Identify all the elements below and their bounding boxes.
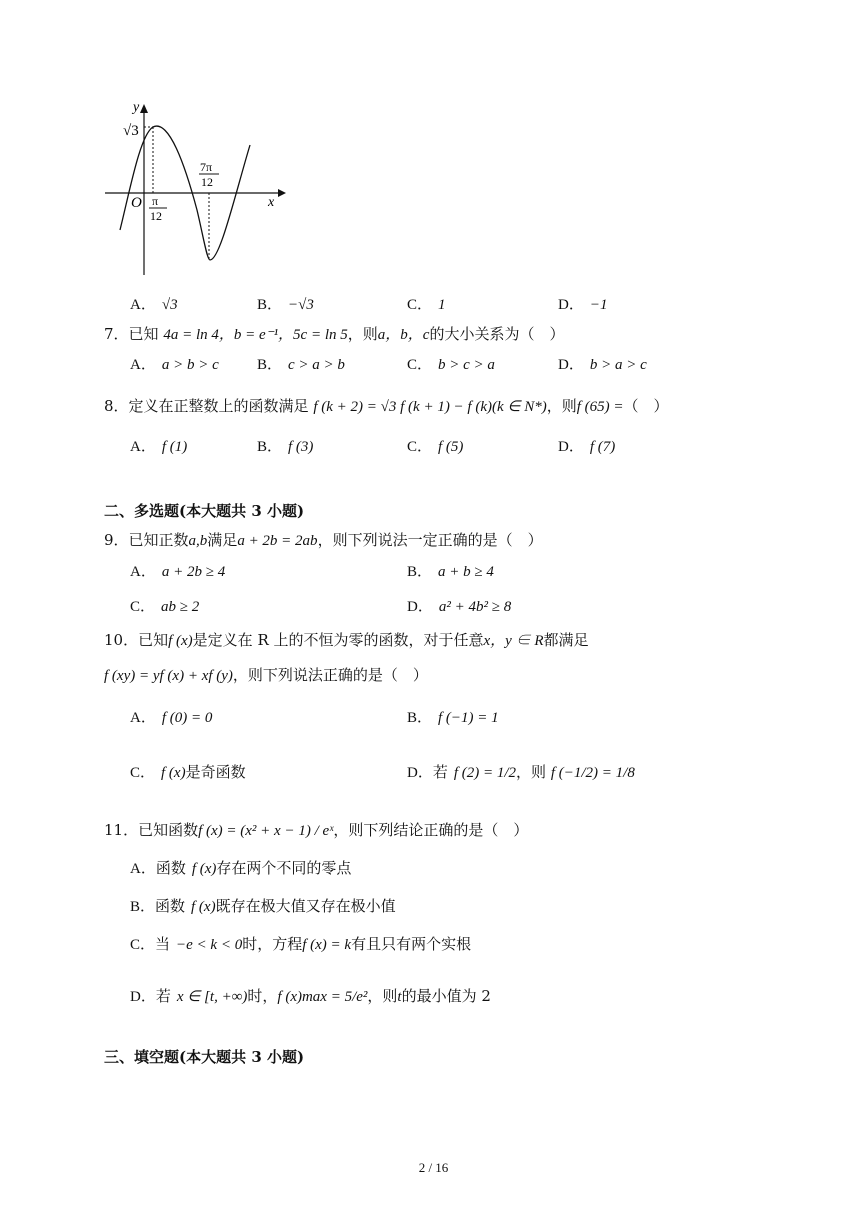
option-text: 时，方程: [242, 935, 303, 953]
q9-text: 满足: [207, 531, 238, 549]
q6-option-b[interactable]: [257, 294, 314, 315]
option-label: A．: [130, 564, 156, 580]
x-axis-arrow: [278, 189, 286, 197]
q9-option-d[interactable]: [407, 596, 511, 617]
option-label: C．: [130, 765, 156, 781]
q11-option-c[interactable]: [130, 934, 471, 955]
q8-text: 8．定义在正整数上的函数满足: [104, 397, 309, 415]
q9-option-b[interactable]: [407, 561, 494, 582]
option-label: C．: [407, 297, 433, 313]
q10-text: 都满足: [543, 631, 589, 649]
option-value: f (−1/2) = 1/8: [550, 765, 635, 781]
x-axis-label: x: [268, 195, 275, 210]
origin-label: O: [131, 195, 142, 211]
y-axis-arrow: [140, 104, 148, 113]
tick-right-denominator: 12: [201, 175, 213, 189]
q10-option-d[interactable]: [407, 762, 635, 783]
q10-text: 是定义在 R 上的不恒为零的函数，对于任意: [192, 631, 484, 649]
option-label: A．函数: [130, 861, 186, 877]
option-label: B．: [407, 564, 433, 580]
option-label: B．: [257, 357, 283, 373]
option-value: −1: [589, 297, 608, 313]
option-label: A．: [130, 439, 156, 455]
sine-graph: [95, 95, 295, 280]
q7-option-b[interactable]: [257, 354, 345, 375]
q10-stem: [104, 630, 589, 651]
option-value: c > a > b: [288, 357, 345, 373]
q9-option-a[interactable]: [130, 561, 225, 582]
option-text: 时，: [247, 987, 278, 1005]
q6-option-d[interactable]: [558, 294, 607, 315]
q10-option-b[interactable]: [407, 707, 499, 728]
option-label: D．若: [407, 765, 448, 781]
option-value: f (x): [161, 765, 186, 781]
q10-option-a[interactable]: [130, 707, 212, 728]
option-value: −√3: [288, 297, 314, 313]
option-label: D．若: [130, 989, 171, 1005]
option-value: f (2) = 1/2: [453, 765, 517, 781]
option-label: C．: [130, 599, 156, 615]
option-text: ，则: [367, 987, 398, 1005]
q7-stem: [104, 324, 564, 345]
option-label: B．: [407, 710, 433, 726]
q11-formula: f (x) = (x² + x − 1) / eˣ: [198, 823, 334, 839]
option-value: b > a > c: [589, 357, 647, 373]
q10-formula: x，y ∈ R: [483, 633, 544, 649]
q11-option-d[interactable]: [130, 986, 491, 1007]
q6-option-c[interactable]: [407, 294, 446, 315]
option-value: f (0) = 0: [161, 710, 213, 726]
option-label: D．: [407, 599, 433, 615]
option-value: f (5): [438, 439, 464, 455]
option-label: B．: [257, 297, 283, 313]
option-text: 既存在极大值又存在极小值: [215, 897, 396, 915]
option-label: C．: [407, 439, 433, 455]
q7-formula: 4a = ln 4，b = e⁻¹，5c = ln 5: [163, 327, 348, 343]
q7-option-c[interactable]: [407, 354, 495, 375]
q9-formula: a + 2b = 2ab: [237, 533, 318, 549]
option-value: 1: [438, 297, 446, 313]
option-label: D．: [558, 439, 584, 455]
page-number: 2 / 16: [418, 1160, 449, 1175]
option-value: f (7): [589, 439, 616, 455]
q10-formula: f (xy) = yf (x) + xf (y): [104, 668, 233, 684]
q10-stem-line2: [104, 665, 428, 686]
q11-text: 11．已知函数: [104, 821, 199, 839]
option-text: 存在两个不同的零点: [216, 859, 352, 877]
option-label: C．: [407, 357, 433, 373]
q8-text: ，则: [546, 397, 577, 415]
q7-text: ，则: [347, 325, 378, 343]
section-heading: 三、填空题(本大题共 3 小题): [104, 1048, 305, 1066]
option-value: ab ≥ 2: [161, 599, 200, 615]
option-value: f (x) = k: [302, 937, 352, 953]
option-value: f (−1) = 1: [438, 710, 499, 726]
option-value: b > c > a: [438, 357, 495, 373]
q9-variables: a,b: [188, 533, 208, 549]
option-value: f (x): [191, 899, 216, 915]
q8-formula: f (k + 2) = √3 f (k + 1) − f (k)(k ∈ N*): [313, 399, 547, 415]
q10-text: ，则下列说法正确的是（ ）: [232, 666, 428, 684]
option-value: f (3): [288, 439, 314, 455]
q9-option-c[interactable]: [130, 596, 199, 617]
q10-formula: f (x): [168, 633, 193, 649]
option-value: a > b > c: [161, 357, 219, 373]
option-value: −e < k < 0: [176, 937, 243, 953]
option-value: x ∈ [t, +∞): [176, 989, 248, 1005]
y-axis-label: y: [133, 100, 140, 115]
q8-text: （ ）: [623, 397, 669, 415]
option-text: 有且只有两个实根: [351, 935, 472, 953]
q8-option-d[interactable]: [558, 436, 615, 457]
option-text: 的最小值为 2: [401, 987, 491, 1005]
q11-option-b[interactable]: [130, 896, 396, 917]
q8-option-a[interactable]: [130, 436, 187, 457]
option-text: ，则: [516, 763, 547, 781]
q8-formula: f (65) =: [576, 399, 624, 415]
tick-right-numerator: 7π: [200, 160, 213, 174]
option-label: C．当: [130, 937, 171, 953]
q10-option-c[interactable]: [130, 762, 246, 783]
q7-variables: a，b，c: [377, 327, 430, 343]
option-text: 是奇函数: [185, 763, 246, 781]
q7-option-d[interactable]: [558, 354, 647, 375]
tick-left-denominator: 12: [150, 209, 162, 223]
option-label: A．: [130, 297, 156, 313]
q9-text: ，则下列说法一定正确的是（ ）: [317, 531, 543, 549]
option-value: a + 2b ≥ 4: [161, 564, 226, 580]
q11-text: ，则下列结论正确的是（ ）: [333, 821, 529, 839]
option-value: f (x): [191, 861, 217, 877]
q9-text: 9．已知正数: [104, 531, 189, 549]
q10-text: 10．已知: [104, 631, 169, 649]
q8-option-c[interactable]: [407, 436, 463, 457]
option-label: D．: [558, 297, 584, 313]
q8-stem: [104, 396, 669, 417]
option-value: t: [397, 989, 402, 1005]
option-value: f (x)max = 5/e²: [277, 989, 368, 1005]
option-label: A．: [130, 710, 156, 726]
option-label: A．: [130, 357, 156, 373]
q7-text: 的大小关系为（ ）: [429, 325, 565, 343]
section-heading: 二、多选题(本大题共 3 小题): [104, 502, 305, 520]
q9-stem: [104, 530, 543, 551]
q6-option-a[interactable]: [130, 294, 178, 315]
q7-text: 7．已知: [104, 325, 159, 343]
option-value: a² + 4b² ≥ 8: [438, 599, 512, 615]
q11-option-a[interactable]: [130, 858, 351, 879]
option-value: √3: [161, 297, 178, 313]
option-label: D．: [558, 357, 584, 373]
tick-left-numerator: π: [152, 194, 159, 208]
q8-option-b[interactable]: [257, 436, 313, 457]
q7-option-a[interactable]: [130, 354, 219, 375]
option-label: B．函数: [130, 899, 186, 915]
option-value: a + b ≥ 4: [438, 564, 494, 580]
option-value: f (1): [161, 439, 188, 455]
option-label: B．: [257, 439, 283, 455]
q11-stem: [104, 820, 528, 841]
max-value-label: √3: [123, 123, 139, 139]
